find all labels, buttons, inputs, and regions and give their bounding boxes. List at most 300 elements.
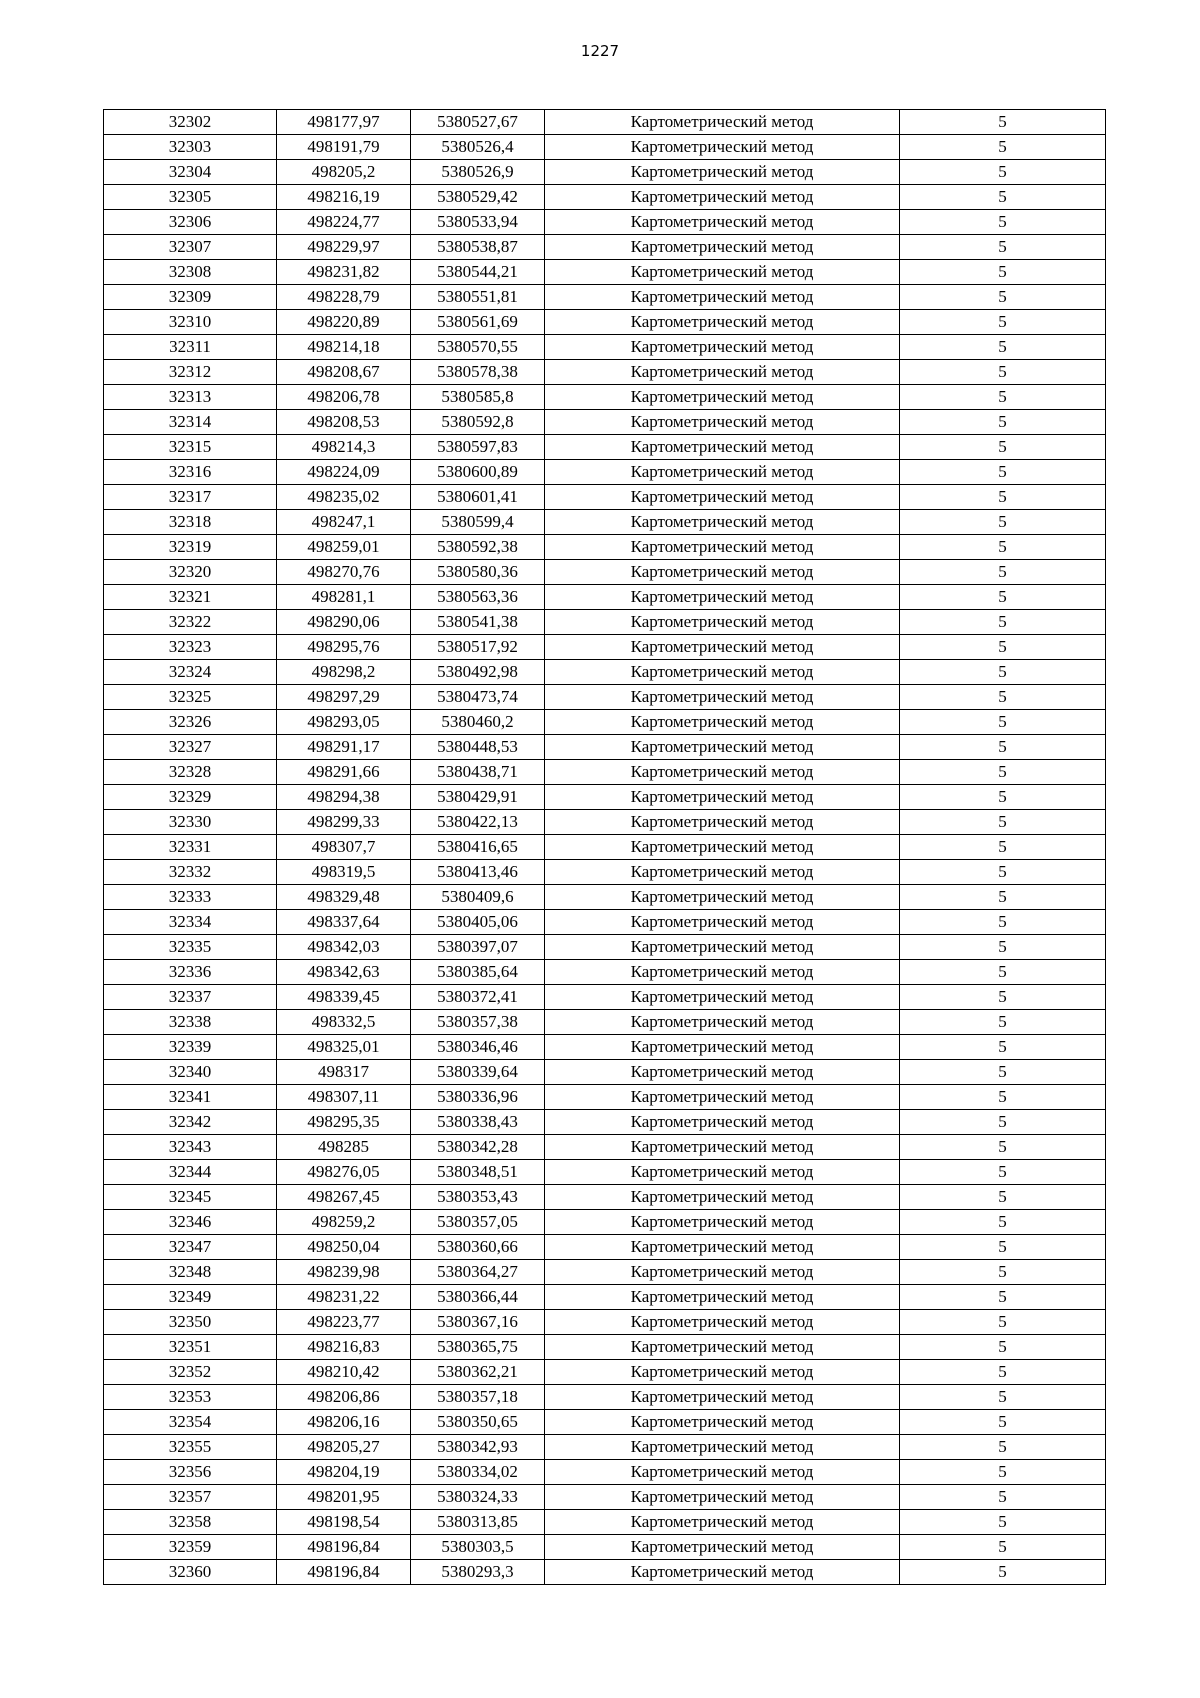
precision-cell: 5 [900, 1285, 1106, 1310]
point-number-cell: 32327 [104, 735, 277, 760]
table-row [104, 210, 1106, 235]
point-number-cell: 32348 [104, 1260, 277, 1285]
x-coordinate-cell: 498339,45 [277, 985, 411, 1010]
x-coordinate-cell: 498342,03 [277, 935, 411, 960]
point-number-cell: 32336 [104, 960, 277, 985]
table-row [104, 1135, 1106, 1160]
y-coordinate-cell: 5380397,07 [411, 935, 545, 960]
method-cell: Картометрический метод [545, 1535, 900, 1560]
y-coordinate-cell: 5380339,64 [411, 1060, 545, 1085]
table-row [104, 1535, 1106, 1560]
y-coordinate-cell: 5380357,18 [411, 1385, 545, 1410]
point-number-cell: 32356 [104, 1460, 277, 1485]
precision-cell: 5 [900, 1560, 1106, 1585]
precision-cell: 5 [900, 1510, 1106, 1535]
y-coordinate-cell: 5380364,27 [411, 1260, 545, 1285]
page-number: 1227 [580, 42, 620, 60]
point-number-cell: 32353 [104, 1385, 277, 1410]
point-number-cell: 32306 [104, 210, 277, 235]
precision-cell: 5 [900, 260, 1106, 285]
precision-cell: 5 [900, 1385, 1106, 1410]
point-number-cell: 32337 [104, 985, 277, 1010]
precision-cell: 5 [900, 735, 1106, 760]
method-cell: Картометрический метод [545, 585, 900, 610]
precision-cell: 5 [900, 185, 1106, 210]
coordinates-table [103, 109, 1106, 1585]
method-cell: Картометрический метод [545, 385, 900, 410]
x-coordinate-cell: 498196,84 [277, 1535, 411, 1560]
method-cell: Картометрический метод [545, 535, 900, 560]
point-number-cell: 32333 [104, 885, 277, 910]
method-cell: Картометрический метод [545, 1410, 900, 1435]
method-cell: Картометрический метод [545, 635, 900, 660]
y-coordinate-cell: 5380529,42 [411, 185, 545, 210]
x-coordinate-cell: 498224,09 [277, 460, 411, 485]
y-coordinate-cell: 5380533,94 [411, 210, 545, 235]
table-row [104, 710, 1106, 735]
y-coordinate-cell: 5380538,87 [411, 235, 545, 260]
table-row [104, 910, 1106, 935]
y-coordinate-cell: 5380350,65 [411, 1410, 545, 1435]
precision-cell: 5 [900, 160, 1106, 185]
y-coordinate-cell: 5380422,13 [411, 810, 545, 835]
y-coordinate-cell: 5380544,21 [411, 260, 545, 285]
x-coordinate-cell: 498325,01 [277, 1035, 411, 1060]
point-number-cell: 32332 [104, 860, 277, 885]
precision-cell: 5 [900, 1035, 1106, 1060]
method-cell: Картометрический метод [545, 735, 900, 760]
table-row [104, 535, 1106, 560]
y-coordinate-cell: 5380346,46 [411, 1035, 545, 1060]
x-coordinate-cell: 498216,83 [277, 1335, 411, 1360]
y-coordinate-cell: 5380473,74 [411, 685, 545, 710]
x-coordinate-cell: 498191,79 [277, 135, 411, 160]
method-cell: Картометрический метод [545, 785, 900, 810]
y-coordinate-cell: 5380541,38 [411, 610, 545, 635]
y-coordinate-cell: 5380527,67 [411, 110, 545, 135]
method-cell: Картометрический метод [545, 710, 900, 735]
table-row [104, 185, 1106, 210]
precision-cell: 5 [900, 860, 1106, 885]
method-cell: Картометрический метод [545, 760, 900, 785]
y-coordinate-cell: 5380366,44 [411, 1285, 545, 1310]
y-coordinate-cell: 5380409,6 [411, 885, 545, 910]
precision-cell: 5 [900, 1235, 1106, 1260]
point-number-cell: 32340 [104, 1060, 277, 1085]
point-number-cell: 32317 [104, 485, 277, 510]
table-row [104, 510, 1106, 535]
table-row [104, 260, 1106, 285]
x-coordinate-cell: 498332,5 [277, 1010, 411, 1035]
precision-cell: 5 [900, 435, 1106, 460]
precision-cell: 5 [900, 635, 1106, 660]
precision-cell: 5 [900, 560, 1106, 585]
precision-cell: 5 [900, 835, 1106, 860]
point-number-cell: 32354 [104, 1410, 277, 1435]
precision-cell: 5 [900, 360, 1106, 385]
x-coordinate-cell: 498295,76 [277, 635, 411, 660]
y-coordinate-cell: 5380365,75 [411, 1335, 545, 1360]
y-coordinate-cell: 5380342,93 [411, 1435, 545, 1460]
point-number-cell: 32313 [104, 385, 277, 410]
point-number-cell: 32342 [104, 1110, 277, 1135]
point-number-cell: 32314 [104, 410, 277, 435]
table-row [104, 460, 1106, 485]
table-row [104, 1285, 1106, 1310]
table-body [104, 110, 1106, 1585]
table-row [104, 1260, 1106, 1285]
table-row [104, 360, 1106, 385]
x-coordinate-cell: 498220,89 [277, 310, 411, 335]
x-coordinate-cell: 498270,76 [277, 560, 411, 585]
point-number-cell: 32346 [104, 1210, 277, 1235]
method-cell: Картометрический метод [545, 1085, 900, 1110]
table-row [104, 1460, 1106, 1485]
x-coordinate-cell: 498216,19 [277, 185, 411, 210]
point-number-cell: 32328 [104, 760, 277, 785]
x-coordinate-cell: 498205,2 [277, 160, 411, 185]
y-coordinate-cell: 5380405,06 [411, 910, 545, 935]
y-coordinate-cell: 5380517,92 [411, 635, 545, 660]
point-number-cell: 32307 [104, 235, 277, 260]
precision-cell: 5 [900, 485, 1106, 510]
point-number-cell: 32341 [104, 1085, 277, 1110]
x-coordinate-cell: 498298,2 [277, 660, 411, 685]
point-number-cell: 32350 [104, 1310, 277, 1335]
point-number-cell: 32322 [104, 610, 277, 635]
precision-cell: 5 [900, 1485, 1106, 1510]
precision-cell: 5 [900, 1210, 1106, 1235]
table-row [104, 485, 1106, 510]
x-coordinate-cell: 498228,79 [277, 285, 411, 310]
y-coordinate-cell: 5380599,4 [411, 510, 545, 535]
y-coordinate-cell: 5380372,41 [411, 985, 545, 1010]
method-cell: Картометрический метод [545, 1435, 900, 1460]
y-coordinate-cell: 5380526,9 [411, 160, 545, 185]
method-cell: Картометрический метод [545, 885, 900, 910]
x-coordinate-cell: 498177,97 [277, 110, 411, 135]
x-coordinate-cell: 498317 [277, 1060, 411, 1085]
table-row [104, 760, 1106, 785]
y-coordinate-cell: 5380578,38 [411, 360, 545, 385]
table-row [104, 560, 1106, 585]
point-number-cell: 32312 [104, 360, 277, 385]
point-number-cell: 32304 [104, 160, 277, 185]
point-number-cell: 32319 [104, 535, 277, 560]
point-number-cell: 32357 [104, 1485, 277, 1510]
y-coordinate-cell: 5380336,96 [411, 1085, 545, 1110]
table-row [104, 885, 1106, 910]
point-number-cell: 32359 [104, 1535, 277, 1560]
point-number-cell: 32352 [104, 1360, 277, 1385]
precision-cell: 5 [900, 1535, 1106, 1560]
x-coordinate-cell: 498198,54 [277, 1510, 411, 1535]
x-coordinate-cell: 498239,98 [277, 1260, 411, 1285]
point-number-cell: 32324 [104, 660, 277, 685]
method-cell: Картометрический метод [545, 1185, 900, 1210]
precision-cell: 5 [900, 685, 1106, 710]
table-row [104, 585, 1106, 610]
table-row [104, 860, 1106, 885]
x-coordinate-cell: 498205,27 [277, 1435, 411, 1460]
y-coordinate-cell: 5380362,21 [411, 1360, 545, 1385]
table-row [104, 1560, 1106, 1585]
y-coordinate-cell: 5380416,65 [411, 835, 545, 860]
x-coordinate-cell: 498206,78 [277, 385, 411, 410]
method-cell: Картометрический метод [545, 210, 900, 235]
point-number-cell: 32320 [104, 560, 277, 585]
table-row [104, 1360, 1106, 1385]
point-number-cell: 32325 [104, 685, 277, 710]
y-coordinate-cell: 5380526,4 [411, 135, 545, 160]
y-coordinate-cell: 5380413,46 [411, 860, 545, 885]
precision-cell: 5 [900, 1360, 1106, 1385]
x-coordinate-cell: 498214,3 [277, 435, 411, 460]
table-row [104, 1035, 1106, 1060]
table-row [104, 435, 1106, 460]
y-coordinate-cell: 5380338,43 [411, 1110, 545, 1135]
table-row [104, 1010, 1106, 1035]
precision-cell: 5 [900, 1335, 1106, 1360]
method-cell: Картометрический метод [545, 560, 900, 585]
method-cell: Картометрический метод [545, 810, 900, 835]
y-coordinate-cell: 5380324,33 [411, 1485, 545, 1510]
precision-cell: 5 [900, 1185, 1106, 1210]
x-coordinate-cell: 498295,35 [277, 1110, 411, 1135]
x-coordinate-cell: 498307,7 [277, 835, 411, 860]
precision-cell: 5 [900, 235, 1106, 260]
y-coordinate-cell: 5380570,55 [411, 335, 545, 360]
precision-cell: 5 [900, 785, 1106, 810]
y-coordinate-cell: 5380592,38 [411, 535, 545, 560]
method-cell: Картометрический метод [545, 460, 900, 485]
precision-cell: 5 [900, 960, 1106, 985]
table-row [104, 960, 1106, 985]
y-coordinate-cell: 5380585,8 [411, 385, 545, 410]
point-number-cell: 32344 [104, 1160, 277, 1185]
precision-cell: 5 [900, 1260, 1106, 1285]
y-coordinate-cell: 5380597,83 [411, 435, 545, 460]
precision-cell: 5 [900, 460, 1106, 485]
method-cell: Картометрический метод [545, 285, 900, 310]
precision-cell: 5 [900, 1135, 1106, 1160]
precision-cell: 5 [900, 935, 1106, 960]
method-cell: Картометрический метод [545, 835, 900, 860]
x-coordinate-cell: 498235,02 [277, 485, 411, 510]
y-coordinate-cell: 5380385,64 [411, 960, 545, 985]
precision-cell: 5 [900, 1010, 1106, 1035]
table-row [104, 310, 1106, 335]
precision-cell: 5 [900, 585, 1106, 610]
x-coordinate-cell: 498259,2 [277, 1210, 411, 1235]
point-number-cell: 32355 [104, 1435, 277, 1460]
x-coordinate-cell: 498224,77 [277, 210, 411, 235]
method-cell: Картометрический метод [545, 1285, 900, 1310]
x-coordinate-cell: 498307,11 [277, 1085, 411, 1110]
precision-cell: 5 [900, 985, 1106, 1010]
table-row [104, 835, 1106, 860]
y-coordinate-cell: 5380334,02 [411, 1460, 545, 1485]
method-cell: Картометрический метод [545, 1060, 900, 1085]
point-number-cell: 32345 [104, 1185, 277, 1210]
method-cell: Картометрический метод [545, 1160, 900, 1185]
x-coordinate-cell: 498223,77 [277, 1310, 411, 1335]
method-cell: Картометрический метод [545, 985, 900, 1010]
point-number-cell: 32331 [104, 835, 277, 860]
precision-cell: 5 [900, 1160, 1106, 1185]
y-coordinate-cell: 5380563,36 [411, 585, 545, 610]
y-coordinate-cell: 5380429,91 [411, 785, 545, 810]
y-coordinate-cell: 5380601,41 [411, 485, 545, 510]
x-coordinate-cell: 498204,19 [277, 1460, 411, 1485]
table-row [104, 385, 1106, 410]
table-row [104, 660, 1106, 685]
method-cell: Картометрический метод [545, 610, 900, 635]
table-row [104, 160, 1106, 185]
x-coordinate-cell: 498342,63 [277, 960, 411, 985]
method-cell: Картометрический метод [545, 1485, 900, 1510]
table-row [104, 785, 1106, 810]
method-cell: Картометрический метод [545, 1360, 900, 1385]
method-cell: Картометрический метод [545, 1010, 900, 1035]
precision-cell: 5 [900, 885, 1106, 910]
point-number-cell: 32351 [104, 1335, 277, 1360]
y-coordinate-cell: 5380353,43 [411, 1185, 545, 1210]
x-coordinate-cell: 498259,01 [277, 535, 411, 560]
y-coordinate-cell: 5380342,28 [411, 1135, 545, 1160]
x-coordinate-cell: 498319,5 [277, 860, 411, 885]
precision-cell: 5 [900, 510, 1106, 535]
y-coordinate-cell: 5380592,8 [411, 410, 545, 435]
table-row [104, 1210, 1106, 1235]
method-cell: Картометрический метод [545, 1035, 900, 1060]
precision-cell: 5 [900, 810, 1106, 835]
method-cell: Картометрический метод [545, 260, 900, 285]
point-number-cell: 32349 [104, 1285, 277, 1310]
precision-cell: 5 [900, 1060, 1106, 1085]
table-row [104, 1385, 1106, 1410]
precision-cell: 5 [900, 335, 1106, 360]
x-coordinate-cell: 498196,84 [277, 1560, 411, 1585]
point-number-cell: 32358 [104, 1510, 277, 1535]
table-row [104, 1335, 1106, 1360]
y-coordinate-cell: 5380357,05 [411, 1210, 545, 1235]
point-number-cell: 32318 [104, 510, 277, 535]
table-row [104, 1435, 1106, 1460]
table-row [104, 1510, 1106, 1535]
x-coordinate-cell: 498214,18 [277, 335, 411, 360]
y-coordinate-cell: 5380492,98 [411, 660, 545, 685]
table-row [104, 935, 1106, 960]
x-coordinate-cell: 498290,06 [277, 610, 411, 635]
method-cell: Картометрический метод [545, 1260, 900, 1285]
y-coordinate-cell: 5380367,16 [411, 1310, 545, 1335]
x-coordinate-cell: 498297,29 [277, 685, 411, 710]
x-coordinate-cell: 498247,1 [277, 510, 411, 535]
method-cell: Картометрический метод [545, 1235, 900, 1260]
x-coordinate-cell: 498276,05 [277, 1160, 411, 1185]
method-cell: Картометрический метод [545, 335, 900, 360]
point-number-cell: 32316 [104, 460, 277, 485]
precision-cell: 5 [900, 135, 1106, 160]
y-coordinate-cell: 5380357,38 [411, 1010, 545, 1035]
table-row [104, 110, 1106, 135]
x-coordinate-cell: 498291,66 [277, 760, 411, 785]
table-row [104, 985, 1106, 1010]
table-row [104, 410, 1106, 435]
point-number-cell: 32326 [104, 710, 277, 735]
point-number-cell: 32309 [104, 285, 277, 310]
point-number-cell: 32339 [104, 1035, 277, 1060]
point-number-cell: 32323 [104, 635, 277, 660]
x-coordinate-cell: 498285 [277, 1135, 411, 1160]
method-cell: Картометрический метод [545, 360, 900, 385]
table-row [104, 1235, 1106, 1260]
method-cell: Картометрический метод [545, 960, 900, 985]
x-coordinate-cell: 498208,53 [277, 410, 411, 435]
precision-cell: 5 [900, 210, 1106, 235]
method-cell: Картометрический метод [545, 935, 900, 960]
table-row [104, 1160, 1106, 1185]
point-number-cell: 32329 [104, 785, 277, 810]
precision-cell: 5 [900, 535, 1106, 560]
x-coordinate-cell: 498231,22 [277, 1285, 411, 1310]
precision-cell: 5 [900, 1410, 1106, 1435]
method-cell: Картометрический метод [545, 910, 900, 935]
x-coordinate-cell: 498294,38 [277, 785, 411, 810]
table-row [104, 1485, 1106, 1510]
precision-cell: 5 [900, 310, 1106, 335]
table-row [104, 335, 1106, 360]
precision-cell: 5 [900, 1110, 1106, 1135]
table-row [104, 810, 1106, 835]
y-coordinate-cell: 5380293,3 [411, 1560, 545, 1585]
x-coordinate-cell: 498210,42 [277, 1360, 411, 1385]
precision-cell: 5 [900, 710, 1106, 735]
point-number-cell: 32302 [104, 110, 277, 135]
table-row [104, 285, 1106, 310]
table-row [104, 1060, 1106, 1085]
x-coordinate-cell: 498206,16 [277, 1410, 411, 1435]
x-coordinate-cell: 498291,17 [277, 735, 411, 760]
method-cell: Картометрический метод [545, 1460, 900, 1485]
method-cell: Картометрический метод [545, 1335, 900, 1360]
x-coordinate-cell: 498337,64 [277, 910, 411, 935]
point-number-cell: 32305 [104, 185, 277, 210]
point-number-cell: 32343 [104, 1135, 277, 1160]
x-coordinate-cell: 498208,67 [277, 360, 411, 385]
method-cell: Картометрический метод [545, 185, 900, 210]
precision-cell: 5 [900, 760, 1106, 785]
x-coordinate-cell: 498281,1 [277, 585, 411, 610]
y-coordinate-cell: 5380313,85 [411, 1510, 545, 1535]
method-cell: Картометрический метод [545, 1135, 900, 1160]
point-number-cell: 32360 [104, 1560, 277, 1585]
precision-cell: 5 [900, 610, 1106, 635]
point-number-cell: 32315 [104, 435, 277, 460]
method-cell: Картометрический метод [545, 410, 900, 435]
point-number-cell: 32330 [104, 810, 277, 835]
x-coordinate-cell: 498299,33 [277, 810, 411, 835]
precision-cell: 5 [900, 1310, 1106, 1335]
y-coordinate-cell: 5380580,36 [411, 560, 545, 585]
table-row [104, 135, 1106, 160]
method-cell: Картометрический метод [545, 685, 900, 710]
method-cell: Картометрический метод [545, 160, 900, 185]
precision-cell: 5 [900, 1085, 1106, 1110]
method-cell: Картометрический метод [545, 1310, 900, 1335]
method-cell: Картометрический метод [545, 310, 900, 335]
